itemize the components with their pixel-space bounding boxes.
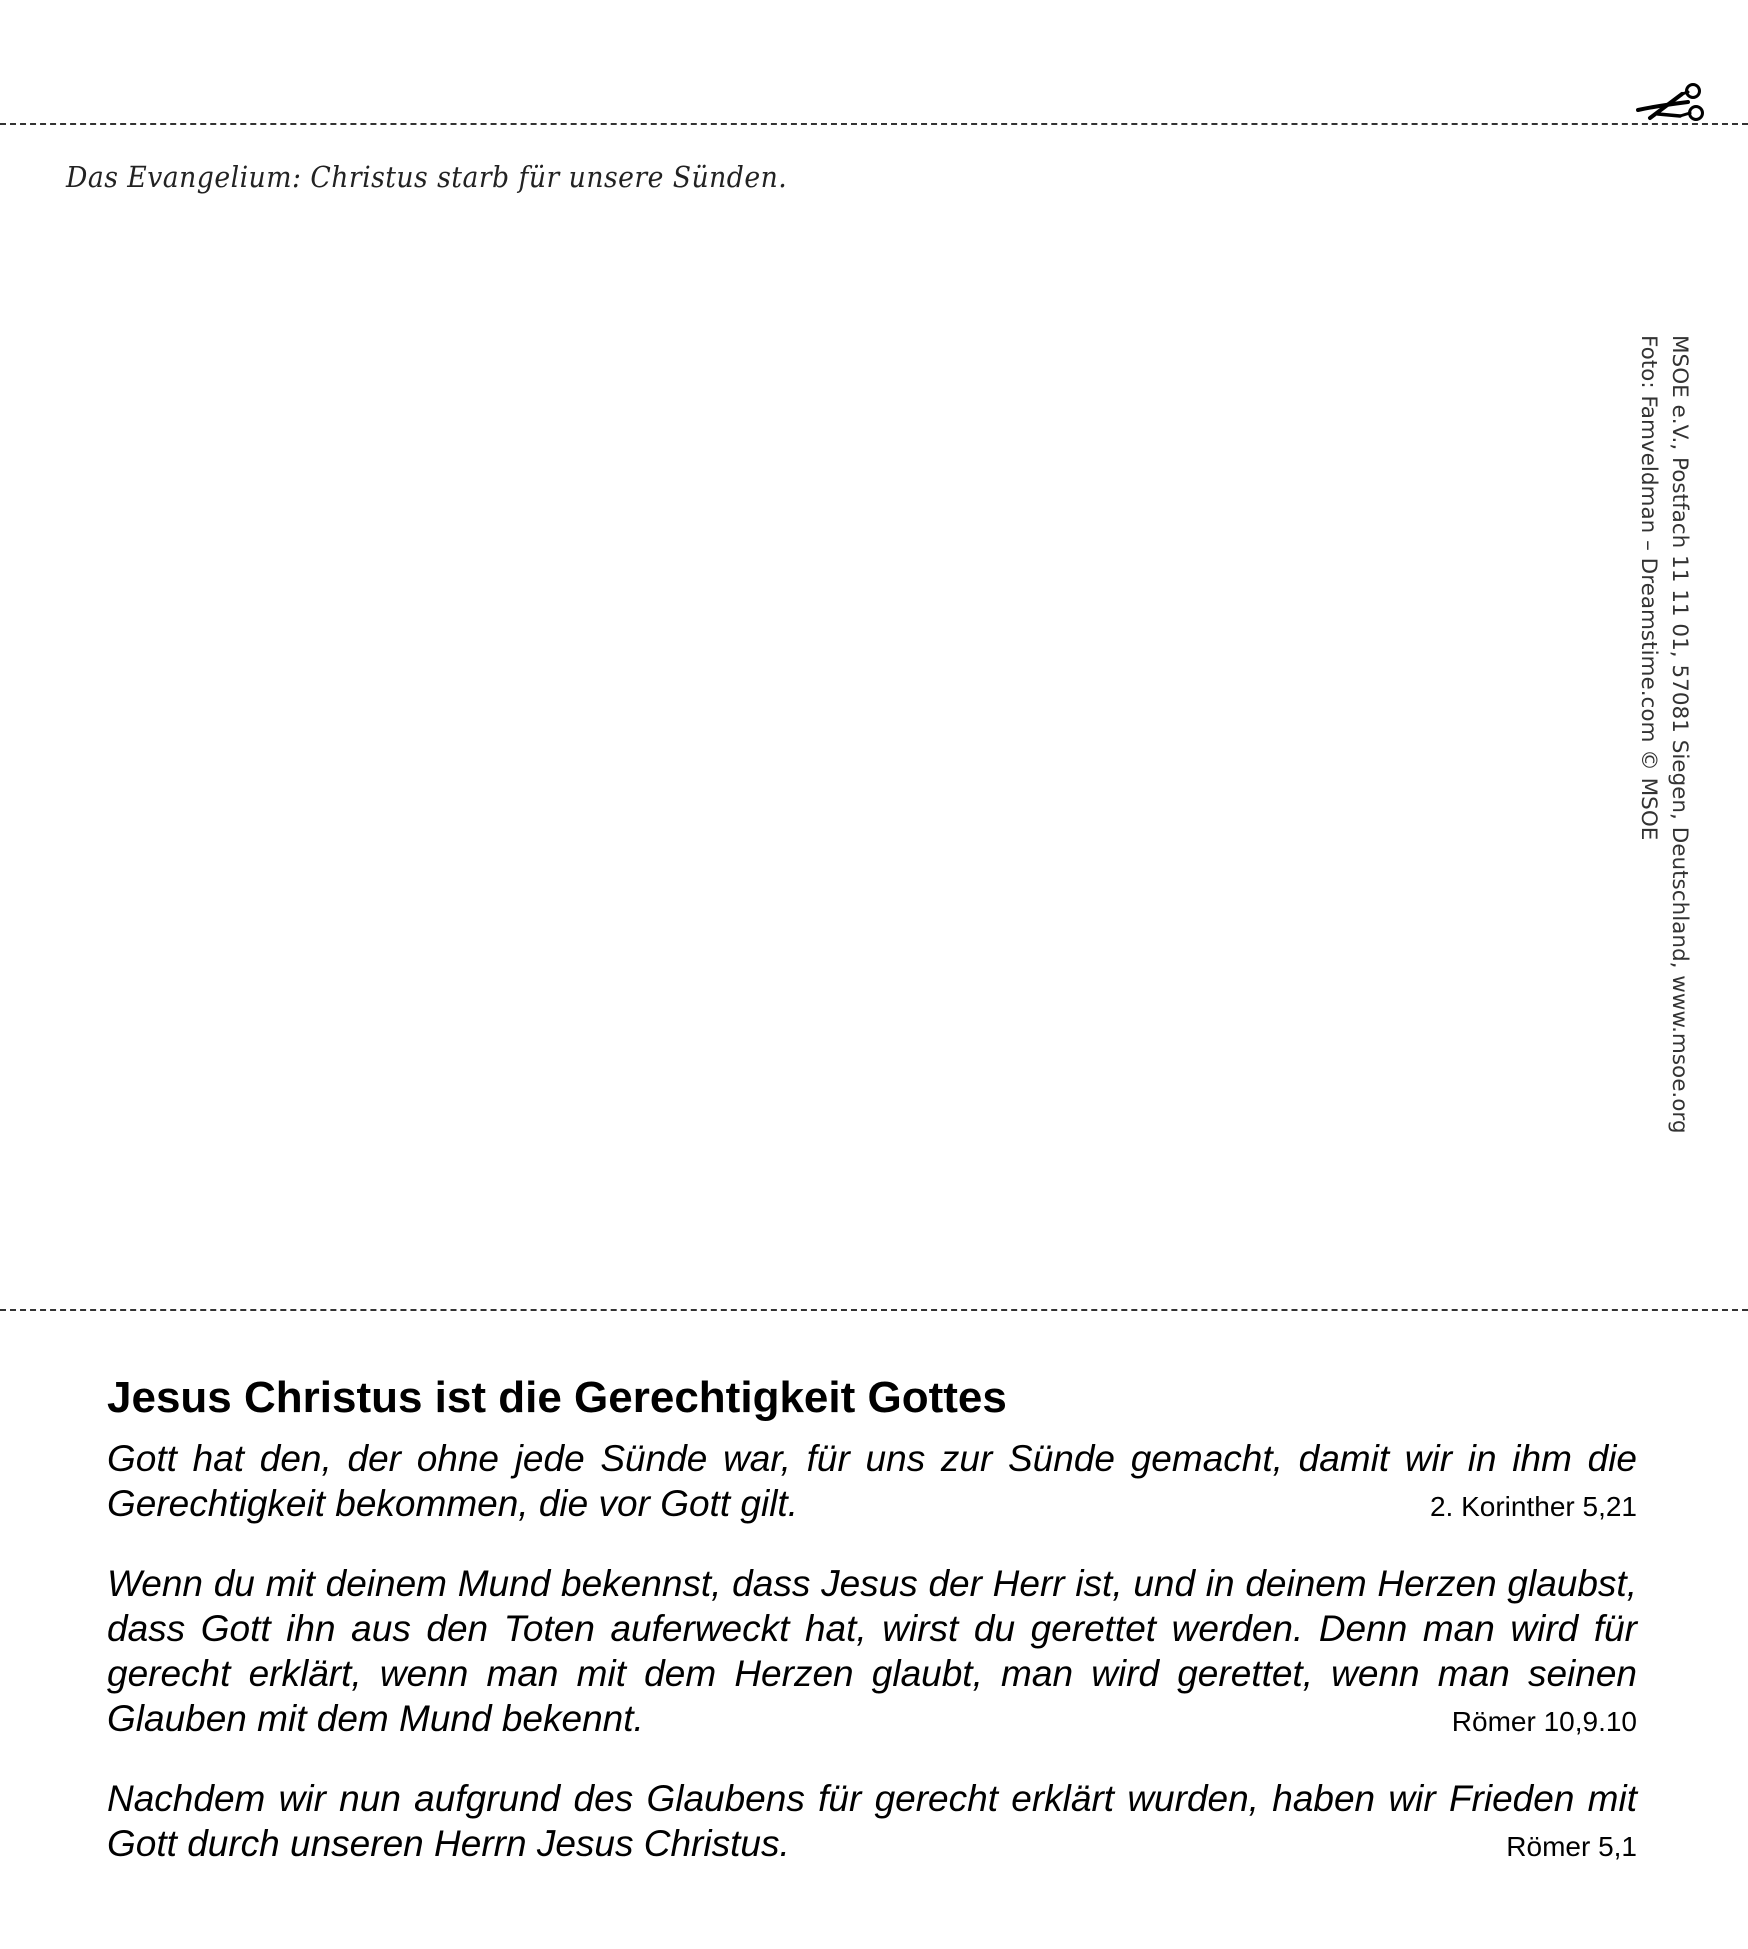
- cut-line-top: [0, 123, 1748, 125]
- verse-reference: Römer 5,1: [1486, 1830, 1637, 1864]
- verse-reference: 2. Korinther 5,21: [1410, 1490, 1637, 1524]
- cut-line-bottom: [0, 1309, 1748, 1311]
- verse-card: [107, 1370, 1637, 1901]
- scissors-icon: [1636, 80, 1708, 126]
- verse-reference: Römer 10,9.10: [1432, 1705, 1637, 1739]
- verse-text: Gott hat den, der ohne jede Sünde war, für uns zur Sünde gemacht, damit wir in ihm die Gerechtigkeit bekommen, die vor Gott gilt.: [107, 1438, 1637, 1524]
- verse-block: [107, 1436, 1637, 1526]
- verse-block: [107, 1776, 1637, 1866]
- verse-text: Wenn du mit deinem Mund bekennst, dass Jesus der Herr ist, und in deinem Herzen glaubst, dass Gott ihn aus den Toten auferweckt hat, wirst du gerettet werden. Denn man wird für gerecht erklärt, wenn man mit dem Herzen glaubt, man wird gerettet, wenn man seinen Glauben mit dem Mund bekennt.: [107, 1563, 1637, 1739]
- photo-credit: Foto: Famveldman – Dreamstime.com © MSOE: [1636, 335, 1661, 841]
- verse-block: [107, 1561, 1637, 1741]
- card-caption: Das Evangelium: Christus starb für unsere Sünden.: [66, 160, 788, 194]
- card-heading: Jesus Christus ist die Gerechtigkeit Gottes: [107, 1373, 1007, 1422]
- verse-text: Nachdem wir nun aufgrund des Glaubens für gerecht erklärt wurden, haben wir Frieden mit Gott durch unseren Herrn Jesus Christus.: [107, 1778, 1637, 1864]
- publisher-address: MSOE e.V., Postfach 11 11 01, 57081 Siegen, Deutschland, www.msoe.org: [1667, 335, 1692, 1134]
- publisher-credit: [1633, 335, 1695, 1134]
